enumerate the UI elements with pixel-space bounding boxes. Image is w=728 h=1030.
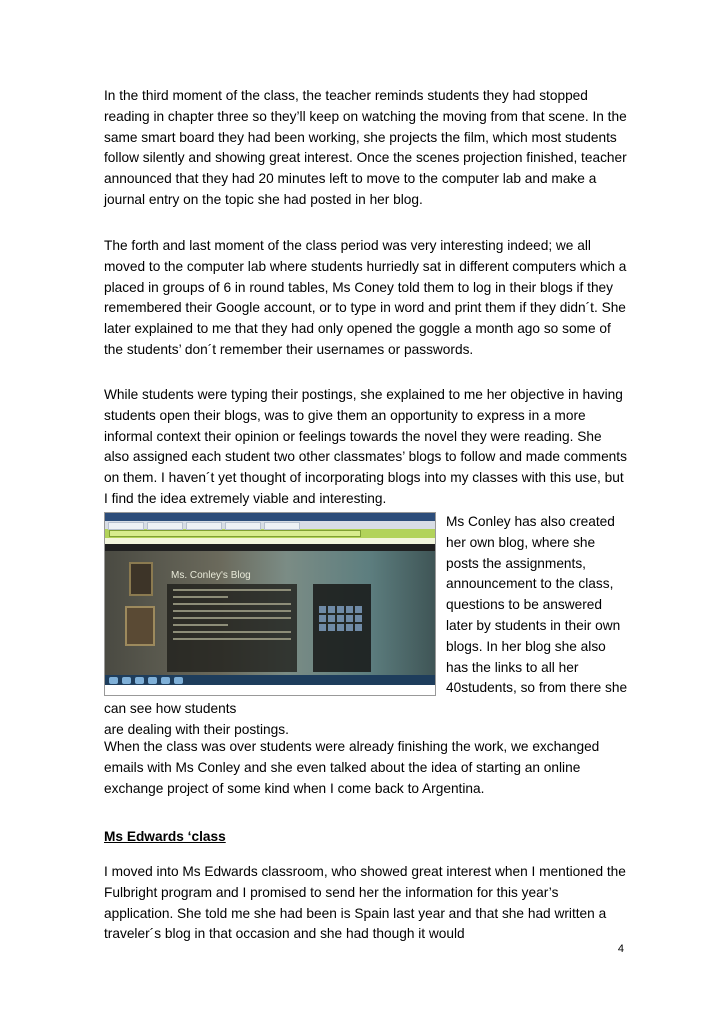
screenshot-text-line (173, 603, 291, 605)
follower-thumbnail (346, 624, 353, 631)
follower-thumbnail (328, 606, 335, 613)
follower-thumbnail (328, 615, 335, 622)
screenshot-tab (225, 522, 261, 530)
paragraph-class-over: When the class was over students were already finishing the work, we exchanged emails with Ms Conley and she even talked about the idea of starting an online exchange project of some kind when I come back to Argentina. (104, 739, 600, 796)
screenshot-text-line (173, 631, 291, 633)
screenshot-tab (147, 522, 183, 530)
screenshot-follower-thumbnails (319, 606, 365, 631)
paragraph-blog-objective: While students were typing their postings, she explained to me her objective in having students open their blogs, was to give them an opportunity to express in a more informal context their opinion or feelings towards the novel they were reading. She also assigned each student two other classmates’ blogs to follow and made comments on them. I haven´t yet thought of incorporating blogs into my classes with this use, but I find the idea extremely viable and interesting. (104, 387, 627, 506)
follower-thumbnail (319, 606, 326, 613)
follower-thumbnail (337, 624, 344, 631)
screenshot-picture-frame (129, 562, 153, 596)
screenshot-tab (108, 522, 144, 530)
screenshot-blog-navbar (105, 544, 435, 551)
page-number: 4 (617, 943, 624, 955)
paragraph-fourth-moment: The forth and last moment of the class period was very interesting indeed; we all moved to the computer lab where students hurriedly sat in different computers which a placed in groups of 6 in round tables, Ms Coney told them to log in their blogs if they remembered their Google account, or to type in word and print them if they didn´t. She later explained to me that they had only opened the goggle a month ago so some of the students’ don´t remember their usernames or passwords. (104, 238, 627, 357)
screenshot-blog-title: Ms. Conley's Blog (171, 570, 251, 581)
screenshot-address-area (105, 529, 435, 538)
follower-thumbnail (355, 624, 362, 631)
screenshot-text-line (173, 596, 228, 598)
follower-thumbnail (346, 606, 353, 613)
screenshot-blog-page (105, 544, 435, 685)
follower-thumbnail (328, 624, 335, 631)
follower-thumbnail (355, 615, 362, 622)
screenshot-tab (264, 522, 300, 530)
screenshot-address-bar (109, 530, 361, 537)
paragraph-conley-blog (104, 512, 630, 741)
taskbar-icon (148, 677, 157, 684)
screenshot-taskbar (105, 675, 436, 685)
screenshot-text-line (173, 624, 228, 626)
section-heading: Ms Edwards ‘class (104, 829, 226, 844)
screenshot-titlebar (105, 513, 435, 521)
screenshot-text-line (173, 610, 291, 612)
follower-thumbnail (319, 615, 326, 622)
screenshot-picture-frame (125, 606, 155, 646)
screenshot-text-line (173, 638, 291, 640)
taskbar-icon (174, 677, 183, 684)
taskbar-icon (161, 677, 170, 684)
taskbar-icon (122, 677, 131, 684)
screenshot-tabs (105, 521, 435, 529)
follower-thumbnail (346, 615, 353, 622)
screenshot-text-line (173, 589, 291, 591)
taskbar-icon (109, 677, 118, 684)
blog-screenshot-figure (104, 512, 436, 696)
paragraph-conley-blog-continued: are dealing with their postings. (104, 721, 289, 737)
screenshot-text-line (173, 617, 291, 619)
taskbar-icon (135, 677, 144, 684)
follower-thumbnail (337, 606, 344, 613)
paragraph-conley-blog-wrapped: Ms Conley has also created her own blog, where she posts the assignments, announcement to the class, questions to be answered later by students in their own blogs. In her blog she also has the links to all her 40students, so from there she can see how students (104, 514, 628, 717)
paragraph-third-moment: In the third moment of the class, the teacher reminds students they had stopped reading in chapter three so they’ll keep on watching the moving from that scene. In the same smart board they had been working, she projects the film, which most students follow silently and showing great interest. Once the scenes projection finished, teacher announced that they had 20 minutes left to move to the computer lab and make a journal entry on the topic she had posted in her blog. (104, 88, 627, 207)
screenshot-tab (186, 522, 222, 530)
screenshot-blog-post (167, 584, 297, 672)
follower-thumbnail (355, 606, 362, 613)
follower-thumbnail (319, 624, 326, 631)
paragraph-edwards-classroom: I moved into Ms Edwards classroom, who showed great interest when I mentioned the Fulbright program and I promised to send her the information for this year’s application. She told me she had been is Spain last year and that she had written a traveler´s blog in that occasion and she had though it would (104, 864, 626, 942)
follower-thumbnail (337, 615, 344, 622)
